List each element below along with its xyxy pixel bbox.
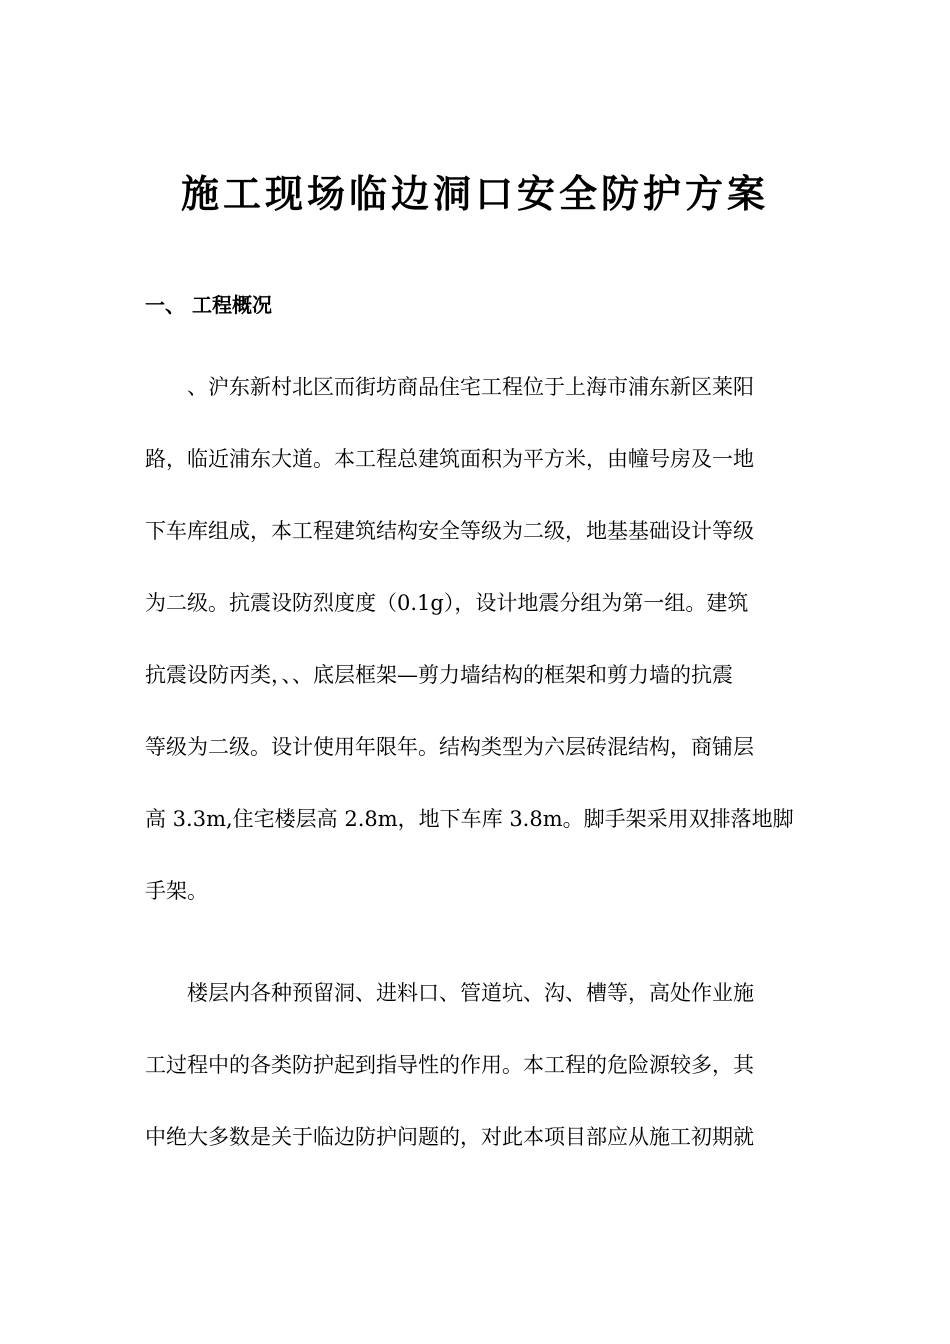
paragraph-line: 手架。 <box>145 879 208 903</box>
paragraph-line: 工过程中的各类防护起到指导性的作用。本工程的危险源较多，其 <box>145 1053 754 1077</box>
paragraph-line: 为二级。抗震设防烈度度（0.1g），设计地震分组为第一组。建筑 <box>145 591 749 615</box>
paragraph-project-overview <box>145 372 805 948</box>
paragraph-line: 等级为二级。设计使用年限年。结构类型为六层砖混结构，商铺层 <box>145 735 754 759</box>
paragraph-protection-scope <box>145 978 805 1194</box>
paragraph-line: 路，临近浦东大道。本工程总建筑面积为平方米，由幢号房及一地 <box>145 447 754 471</box>
paragraph-line: 楼层内各种预留洞、进料口、管道坑、沟、槽等，高处作业施 <box>187 981 754 1005</box>
section-heading-project-overview: 一、 工程概况 <box>145 293 272 317</box>
paragraph-line: 、沪东新村北区而街坊商品住宅工程位于上海市浦东新区莱阳 <box>187 375 754 399</box>
paragraph-line: 抗震设防丙类，、、底层框架—剪力墙结构的框架和剪力墙的抗震 <box>145 663 733 687</box>
document-title: 施工现场临边洞口安全防护方案 <box>180 171 769 216</box>
paragraph-line: 中绝大多数是关于临边防护问题的，对此本项目部应从施工初期就 <box>145 1125 754 1149</box>
paragraph-line: 下车库组成，本工程建筑结构安全等级为二级，地基基础设计等级 <box>145 519 754 543</box>
paragraph-line: 高 3.3m,住宅楼层高 2.8m，地下车库 3.8m。脚手架采用双排落地脚 <box>145 807 794 831</box>
